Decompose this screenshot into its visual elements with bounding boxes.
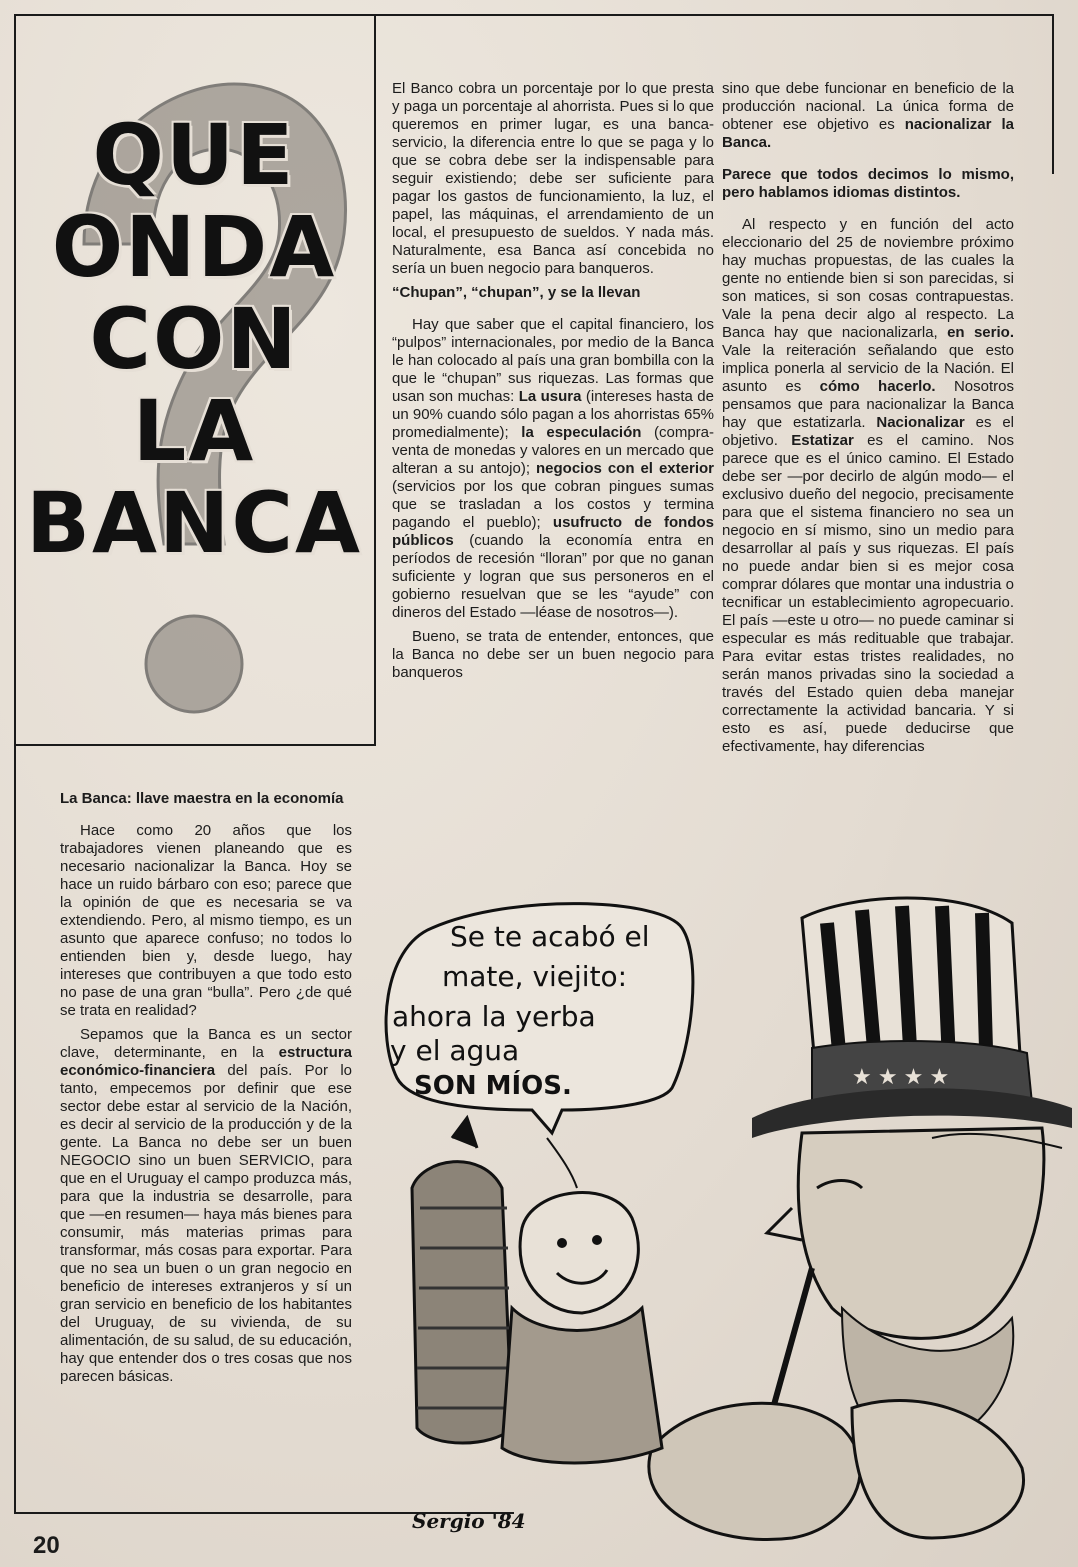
column-1-paragraph-2 — [60, 1026, 352, 1386]
bold-run: cómo hacerlo. — [819, 378, 936, 395]
mate-gourd — [649, 1403, 860, 1539]
article-column-1 — [60, 784, 352, 1392]
title-box — [14, 14, 374, 744]
frame-line-top — [374, 14, 376, 744]
bold-run: la especulación — [521, 424, 642, 441]
headline-word-5: BANCA — [26, 474, 362, 572]
frame-line-left-lower — [14, 744, 16, 1514]
text-run: Nosotros pensamos que para nacionalizar la Banca hay que estatizarla. — [722, 378, 1014, 431]
uncle-sam-hand — [852, 1401, 1024, 1539]
bubble-line-2: mate, viejito: — [442, 960, 628, 993]
bold-run: usufructo de fondos públicos — [392, 514, 714, 549]
text-run: (compra-venta de monedas y valores en un mercado que alteran a su antojo); — [392, 424, 714, 477]
column-2-paragraph-2 — [392, 316, 714, 622]
column-3-paragraph-1 — [722, 80, 1014, 152]
headline-word-2: ONDA — [51, 198, 337, 296]
bold-run: en serio. — [947, 324, 1014, 341]
text-run: sino que debe funcionar en beneficio de la producción nacional. La única forma de obtener ese objetivo es — [722, 80, 1014, 133]
frame-line-right — [1052, 14, 1054, 174]
bubble-line-4: y el agua — [390, 1034, 520, 1067]
text-run: Hay que saber que el capital financiero, los “pulpos” internacionales, por medio de la Banca le han colocado al país una gran bombilla con la que le “chupan” sus riquezas. Las formas que usan son muchas: — [392, 316, 714, 405]
bold-run: La usura — [518, 388, 582, 405]
column-3-subheading: Parece que todos decimos lo mismo, pero hablamos idiomas distintos. — [722, 166, 1014, 201]
column-1-paragraph-1: Hace como 20 años que los trabajadores vienen planeando que es necesario nacionalizar la Banca. Hoy se hace un ruido bárbaro con eso; parece que la opinión de que es necesaria se va extendiendo. Pero, al mismo tiempo, es un asunto que aparece confuso; no todos lo entienden bien y, desde luego, hay intereses que contribuyen a que todo esto no pase de una gran “bulla”. Pero ¿de qué se trata en realidad? — [60, 822, 352, 1019]
column-3-paragraph-2 — [722, 216, 1014, 756]
bold-run: nacionalizar la Banca. — [722, 116, 1014, 151]
text-run: (servicios por los que cobran pingues sumas que se trasladan a los costos y termina pagando el pueblo); — [392, 478, 714, 531]
frame-line-right-top — [374, 14, 1054, 16]
bubble-line-3: ahora la yerba — [392, 1000, 596, 1033]
page-number: 20 — [33, 1532, 60, 1559]
yerba-character — [502, 1193, 662, 1463]
thermos — [412, 1118, 512, 1443]
text-run: es el camino. Nos parece que es el único camino. El Estado debe ser —por decirlo de algún modo— el exclusivo dueño del negocio, precisamente para que el sistema financiero no sea un negocio en sí mismo, sino un medio para desarrollar al país y sus riquezas. El país no puede andar bien si es mejor cosa comprar dólares que montar una industria o tecnificar un establecimiento agropecuario. El país —este u otro— no puede caminar si especular es más redituable que trabajar. Para evitar estas tristes realidades, no serán manos privadas sino la sociedad a través del Estado quien deba manejar correctamente la actividad bancaria. Y si esto es así, puede deducirse que efectivamente, hay diferencias — [722, 432, 1014, 755]
bold-run: negocios con el exterior — [536, 460, 714, 477]
column-2-subheading: “Chupan”, “chupan”, y se la llevan — [392, 284, 641, 301]
bold-run: Nacionalizar — [876, 414, 965, 431]
text-run: (intereses hasta de un 90% cuando sólo pagan a los ahorristas 65% promedialmente); — [392, 388, 714, 441]
text-run: (cuando la economía entra en períodos de recesión “lloran” por que no ganan suficiente y logran que sus personeros en el gobierno resuelvan que se les “ayude” con dineros del Estado —léase de nosotros—). — [392, 532, 714, 621]
text-run: Sepamos que la Banca es un sector clave, determinante, en la — [60, 1026, 352, 1061]
uncle-sam-hat — [752, 898, 1072, 1138]
text-run: del país. Por lo tanto, empecemos por definir que ese sector debe estar al servicio de la Nación, es decir al servicio de la producción y de la gente. La Banca no debe ser un buen NEGOCIO sino un buen SERVICIO, para que en el Uruguay el campo produzca más, para que la industria se desarrolle, para que —en resumen— haya más bienes para consumir, más materias primas para transformar, más cosas para exportar. Para que no sea un buen o un gran negocio en beneficio de intereses extranjeros y sí un gran servicio en beneficio de los habitantes del Uruguay, de su vivienda, de su alimentación, de su salud, de su educación, hay que entender dos o tres cosas que nos parecen básicas. — [60, 1062, 352, 1385]
bubble-line-1: Se te acabó el — [450, 920, 650, 953]
article-column-2 — [392, 80, 714, 688]
bold-run: Estatizar — [791, 432, 854, 449]
article-column-3 — [722, 80, 1014, 762]
frame-line-divider — [14, 744, 376, 746]
bold-run: estructura económico-financiera — [60, 1044, 352, 1079]
text-run: Al respecto y en función del acto eleccionario del 25 de noviembre próximo hay muchas propuestas, de las cuales la gente no entiende bien si son parecidas, si son matices, si son cosas contrapuestas. Vale la pena decir algo al respecto. La Banca hay que nacionalizarla, — [722, 216, 1014, 341]
headline-word-1: QUE — [92, 106, 296, 204]
artist-signature: Sergio '84 — [412, 1509, 526, 1533]
headline — [14, 106, 374, 572]
svg-text:★ ★ ★ ★: ★ ★ ★ ★ — [852, 1064, 950, 1089]
bubble-line-5: SON MÍOS. — [414, 1071, 572, 1101]
column-1-subheading: La Banca: llave maestra en la economía — [60, 790, 344, 807]
headline-word-4: LA — [132, 382, 256, 480]
headline-word-3: CON — [89, 290, 299, 388]
text-run: es el objetivo. — [722, 414, 1014, 449]
column-2-paragraph-3: Bueno, se trata de entender, entonces, que la Banca no debe ser un buen negocio para banqueros — [392, 628, 714, 681]
column-2-paragraph-1: El Banco cobra un porcentaje por lo que presta y paga un porcentaje al ahorrista. Pues si lo que queremos en primer lugar, es una banca-servicio, la diferencia entre lo que se paga y lo que se cobra debe ser la indispensable para seguir existiendo; debe ser suficiente para pagar los gastos de funcionamiento, la luz, el papel, las máquinas, el arrendamiento de un local, el presupuesto de sueldos. Y nada más. Naturalmente, esa Banca así concebida no sería un buen negocio para banqueros. — [392, 80, 714, 277]
cartoon-illustration — [372, 888, 1072, 1553]
text-run: Vale la reiteración señalando que esto implica ponerla al servicio de la Nación. El asunto es — [722, 342, 1014, 395]
